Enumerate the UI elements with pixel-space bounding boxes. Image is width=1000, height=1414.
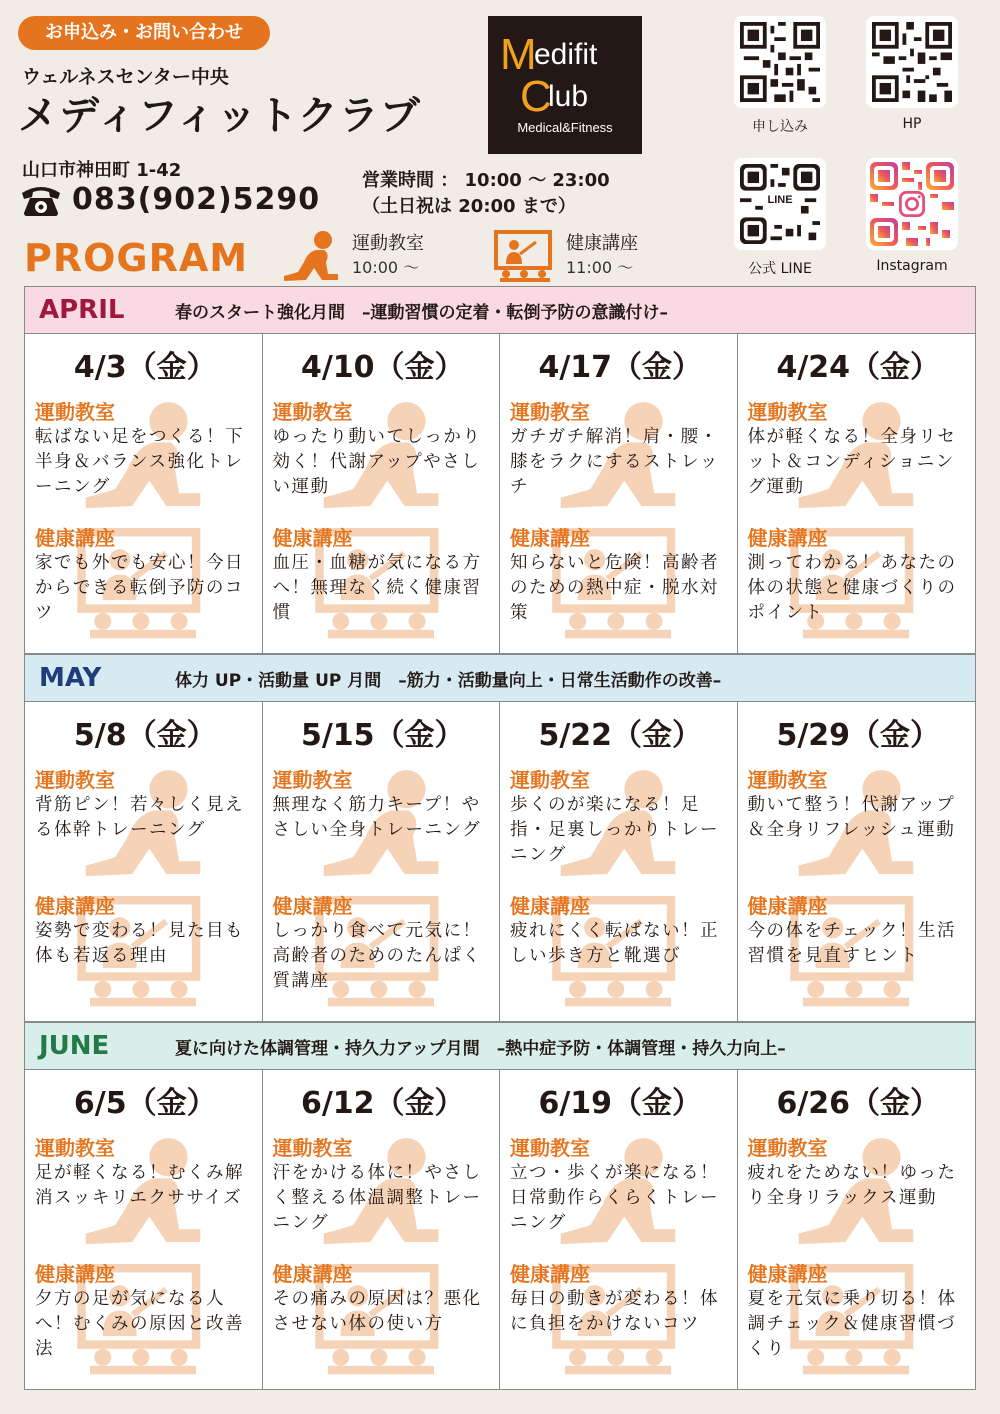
day-date: 5/8（金） xyxy=(73,718,217,753)
exercise-description: 無理なく筋力キープ！やさしい全身トレーニング xyxy=(272,795,482,840)
hours-line-1: 営業時間 ： 10:00 〜 23:00 xyxy=(362,170,610,191)
month-name: APRIL xyxy=(39,295,125,325)
month-theme: 夏に向けた体調管理・持久力アップ月間 –熱中症予防・体調管理・持久力向上– xyxy=(175,1038,786,1059)
instagram-qr-icon[interactable] xyxy=(866,158,958,250)
qr-code-icon[interactable] xyxy=(734,16,826,108)
lecture-description: 夕方の足が気になる人へ！むくみの原因と改善法 xyxy=(35,1289,244,1359)
qr-line-center-text: LINE xyxy=(767,194,793,206)
exercise-description: 足が軽くなる！むくみ解消スッキリエクササイズ xyxy=(35,1163,244,1208)
logo-subtitle: Medical&Fitness xyxy=(517,120,613,135)
month-name: JUNE xyxy=(39,1031,110,1061)
center-name: ウェルネスセンター中央 xyxy=(22,66,229,88)
qr-code-icon[interactable] xyxy=(734,158,826,250)
logo-letter-m: M xyxy=(500,30,537,79)
lecture-description: 測ってわかる！あなたの体の状態と健康づくりのポイント xyxy=(747,553,957,623)
legend-lecture-name: 健康講座 xyxy=(566,232,638,254)
qr-code-icon[interactable] xyxy=(866,16,958,108)
day-card xyxy=(500,702,738,1021)
lecture-description: 姿勢で変わる！見た目も体も若返る理由 xyxy=(35,921,244,966)
day-date: 4/3（金） xyxy=(73,350,217,385)
lecture-description: 知らないと危険！高齢者のための熱中症・脱水対策 xyxy=(510,553,719,623)
month-grid-may xyxy=(24,702,976,1022)
exercise-description: ゆったり動いてしっかり効く！代謝アップやさしい運動 xyxy=(272,427,482,497)
day-card xyxy=(738,702,976,1021)
qr-pattern-instagram xyxy=(870,162,954,246)
exercise-description: 歩くのが楽になる！足指・足裏しっかりトレーニング xyxy=(510,795,719,865)
business-hours xyxy=(362,168,610,220)
qr-label-line: 公式 LINE xyxy=(748,261,812,277)
exercise-description: 背筋ピン！若々しく見える体幹トレーニング xyxy=(35,795,244,840)
lecture-label: 健康講座 xyxy=(272,526,353,550)
lecture-label: 健康講座 xyxy=(35,894,115,918)
exercise-description: 体が軽くなる！全身リセット＆コンディショニング運動 xyxy=(747,427,957,497)
exercise-label: 運動教室 xyxy=(35,400,115,424)
phone-number[interactable]: 083(902)5290 xyxy=(72,182,321,217)
legend-exercise-time: 10:00 〜 xyxy=(352,257,420,277)
lecture-description: 夏を元気に乗り切る！体調チェック＆健康習慣づくり xyxy=(747,1289,957,1359)
lecture-label: 健康講座 xyxy=(510,1262,590,1286)
month-theme: 体力 UP・活動量 UP 月間 –筋力・活動量向上・日常生活動作の改善– xyxy=(175,670,722,691)
exercise-label: 運動教室 xyxy=(510,1136,590,1160)
lecture-description: しっかり食べて元気に！高齢者のためのたんぱく質講座 xyxy=(272,921,482,991)
exercise-person-icon xyxy=(278,228,344,282)
month-grid-june xyxy=(24,1070,976,1390)
month-theme: 春のスタート強化月間 –運動習慣の定着・転倒予防の意識付け– xyxy=(175,302,668,323)
day-date: 4/24（金） xyxy=(776,350,941,385)
month-grid-april xyxy=(24,334,976,654)
day-date: 6/26（金） xyxy=(776,1086,941,1121)
telephone-icon xyxy=(18,183,64,217)
day-card xyxy=(25,702,263,1021)
lecture-label: 健康講座 xyxy=(747,1262,828,1286)
lecture-label: 健康講座 xyxy=(747,526,828,550)
month-band-april xyxy=(24,286,976,334)
lecture-description: 家でも外でも安心！今日からできる転倒予防のコツ xyxy=(35,553,244,623)
day-date: 6/19（金） xyxy=(538,1086,703,1121)
exercise-label: 運動教室 xyxy=(510,400,590,424)
lecture-label: 健康講座 xyxy=(510,894,590,918)
day-date: 6/12（金） xyxy=(300,1086,465,1121)
qr-apply[interactable] xyxy=(734,16,826,136)
logo-letter-c: C xyxy=(520,72,552,121)
qr-label-hp: HP xyxy=(902,116,922,132)
day-date: 5/29（金） xyxy=(776,718,941,753)
day-card xyxy=(500,334,738,653)
day-date: 4/17（金） xyxy=(538,350,703,385)
qr-pattern xyxy=(740,22,820,102)
qr-label-instagram: Instagram xyxy=(876,258,948,274)
exercise-label: 運動教室 xyxy=(272,768,353,792)
legend-lecture-time: 11:00 〜 xyxy=(566,257,634,277)
day-card xyxy=(500,1070,738,1389)
qr-instagram[interactable] xyxy=(866,158,958,274)
exercise-description: 動いて整う！代謝アップ＆全身リフレッシュ運動 xyxy=(747,795,956,840)
medifit-club-logo xyxy=(488,16,642,154)
address: 山口市神田町 1-42 xyxy=(22,160,182,181)
exercise-label: 運動教室 xyxy=(35,1136,115,1160)
day-card xyxy=(263,702,501,1021)
lecture-description: 今の体をチェック！生活習慣を見直すヒント xyxy=(747,921,956,966)
exercise-description: 転ばない足をつくる！下半身＆バランス強化トレーニング xyxy=(35,427,244,497)
exercise-label: 運動教室 xyxy=(510,768,590,792)
month-band-june xyxy=(24,1022,976,1070)
lecture-icon xyxy=(492,228,558,282)
qr-line[interactable] xyxy=(734,158,826,278)
logo-word-lub: lub xyxy=(548,80,589,113)
program-title: PROGRAM xyxy=(24,236,249,280)
day-card xyxy=(738,334,976,653)
logo-word-edifit: edifit xyxy=(534,38,598,71)
exercise-label: 運動教室 xyxy=(747,768,828,792)
exercise-label: 運動教室 xyxy=(747,400,828,424)
lecture-label: 健康講座 xyxy=(272,894,353,918)
lecture-label: 健康講座 xyxy=(510,526,590,550)
lecture-description: 疲れにくく転ばない！正しい歩き方と靴選び xyxy=(510,921,719,966)
day-card xyxy=(25,334,263,653)
day-card xyxy=(738,1070,976,1389)
exercise-description: 疲れをためない！ゆったり全身リラックス運動 xyxy=(747,1163,957,1208)
contact-badge: お申込み・お問い合わせ xyxy=(18,16,270,50)
exercise-label: 運動教室 xyxy=(35,768,115,792)
qr-pattern xyxy=(872,22,952,102)
qr-homepage[interactable] xyxy=(866,16,958,132)
qr-label-apply: 申し込み xyxy=(752,119,808,135)
lecture-label: 健康講座 xyxy=(272,1262,353,1286)
phone-row xyxy=(18,182,320,217)
day-date: 4/10（金） xyxy=(300,350,465,385)
day-date: 6/5（金） xyxy=(73,1086,217,1121)
day-date: 5/22（金） xyxy=(538,718,703,753)
lecture-label: 健康講座 xyxy=(747,894,828,918)
month-band-may xyxy=(24,654,976,702)
day-card xyxy=(263,334,501,653)
club-name: メディフィットクラブ xyxy=(18,93,421,139)
exercise-label: 運動教室 xyxy=(272,1136,353,1160)
exercise-label: 運動教室 xyxy=(747,1136,828,1160)
legend-exercise xyxy=(278,228,424,282)
exercise-description: 立つ・歩くが楽になる！日常動作らくらくトレーニング xyxy=(510,1163,719,1233)
day-card xyxy=(25,1070,263,1389)
day-date: 5/15（金） xyxy=(300,718,465,753)
lecture-description: 毎日の動きが変わる！体に負担をかけないコツ xyxy=(510,1289,719,1334)
lecture-label: 健康講座 xyxy=(35,1262,115,1286)
exercise-description: ガチガチ解消！肩・腰・膝をラクにするストレッチ xyxy=(510,427,719,497)
hours-line-2: （土日祝は 20:00 まで） xyxy=(362,196,576,217)
legend-exercise-name: 運動教室 xyxy=(352,232,424,254)
lecture-description: 血圧・血糖が気になる方へ！無理なく続く健康習慣 xyxy=(272,553,482,623)
legend-lecture xyxy=(492,228,638,282)
day-card xyxy=(263,1070,501,1389)
month-name: MAY xyxy=(39,663,102,693)
exercise-description: 汗をかける体に！やさしく整える体温調整トレーニング xyxy=(272,1163,482,1233)
lecture-description: その痛みの原因は？悪化させない体の使い方 xyxy=(272,1289,482,1334)
lecture-label: 健康講座 xyxy=(35,526,115,550)
exercise-label: 運動教室 xyxy=(272,400,353,424)
